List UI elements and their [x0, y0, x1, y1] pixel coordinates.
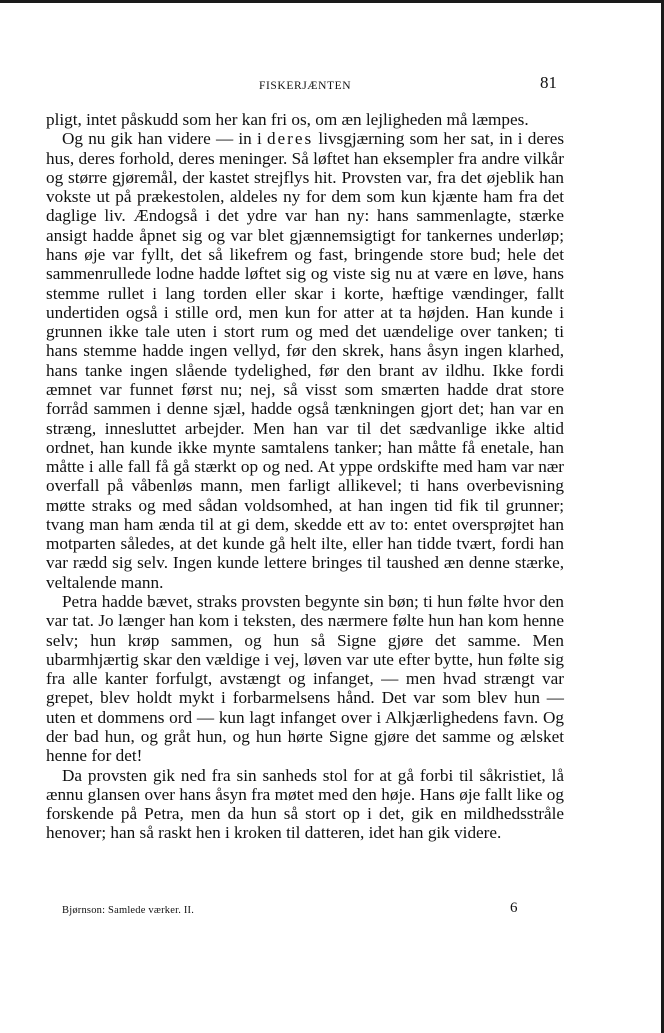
- running-title: FISKERJÆNTEN: [259, 80, 352, 92]
- paragraph-3: Petra hadde bævet, straks provsten begynte sin bøn; ti hun følte hvor den var tat. Jo længer han kom i teksten, des nærmere følte hun han kom henne selv; hun krøp sammen, og hun så Signe gjøre det samme. Men ubarmhjærtig skar den vældige i vej, løven var ute efter bytte, hun følte sig fra alle kanter forfulgt, avstængt og infanget, — men hvad strængt var grepet, blev holdt mykt i forbarmelsens hånd. Det var som blev hun — uten et dommens ord — kun lagt infanget over i Alkjærlighedens favn. Og der bad hun, og gråt hun, og hun hørte Signe gjøre det samme og ælsket henne for det!: [46, 592, 564, 766]
- page-number: 81: [540, 73, 557, 92]
- paragraph-2-start: Og nu gik han videre — in i: [62, 129, 267, 149]
- signature-mark: 6: [510, 900, 518, 916]
- scan-edge-top: [0, 0, 664, 3]
- paragraph-2-rest: livsgjærning som her sat, in i deres hus, deres forhold, deres meninger. Så løftet han eksempler fra andre vilkår og større gjøremål, der kastet strejflys hit. Provsten var, fra det øjeblik han vokste ut på prækestolen, aldeles ny for dem som kun kjænte ham fra det daglige liv. Ændogså i det ydre var han ny: hans sammenlagte, stærke ansigt hadde åpnet sig og var blet gjænnemsigtigt for tankernes underløp; hans øje var fyllt, det så likefrem og fast, bringende store bud; hele det sammenrullede lodne hadde løftet sig og viste sig nu at være en løve, hans stemme rullet i lang torden eller skar i korte, hæftige vændinger, fallt undertiden også i stille ord, men kun for atter at ta højden. Han kunde i grunnen ikke tale uten i stort rum og med det uændelige over tanken; ti hans stemme hadde ingen vellyd, før den skrek, hans åsyn ingen klarhed, hans tanke ingen slående tydelighed, før den brant av ildhu. Ikke fordi æmnet var funnet først nu; nej, så visst som smærten hadde drat store forråd sammen i denne sjæl, hadde også tænkningen gjort det; han var en stræng, innesluttet arbejder. Men han var til det sædvanlige ikke altid ordnet, han kunde ikke mynte samtalens tanker; han måtte få enetale, han måtte i alle fall få gå stærkt op og ned. At yppe ordskifte med ham var nær overfall på våbenløs mann, men farligt allikevel; ti hans overbevisning møtte straks og med sådan voldsomhed, at han ingen tid fik til grunner; tvang man ham ænda til at gi dem, skedde ett av to: entet oversprøjtet han motparten således, at det kunde gå helt ilte, eller han tidde tvært, fordi han var rædd sig selv. Ingen kunde lettere bringes til taushed æn denne stærke, veltalende mann.: [46, 129, 565, 592]
- paragraph-2-spaced-word: deres: [266, 129, 314, 149]
- paragraph-1: pligt, intet påskudd som her kan fri os, om æn lejligheden må læmpes.: [46, 110, 529, 129]
- footer-note: Bjørnson: Samlede værker. II.: [62, 905, 195, 916]
- paragraph-2: [46, 129, 564, 592]
- paragraph-4: Da provsten gik ned fra sin sanheds stol for at gå forbi til såkristiet, lå ænnu glansen over hans åsyn fra møtet med den høje. Hans øje fallt like og forskende på Petra, men da hun så stort op i det, gik en mildhedsstråle henover; han så raskt hen i kroken til datteren, idet han gik videre.: [46, 765, 564, 843]
- body-text: [46, 110, 564, 843]
